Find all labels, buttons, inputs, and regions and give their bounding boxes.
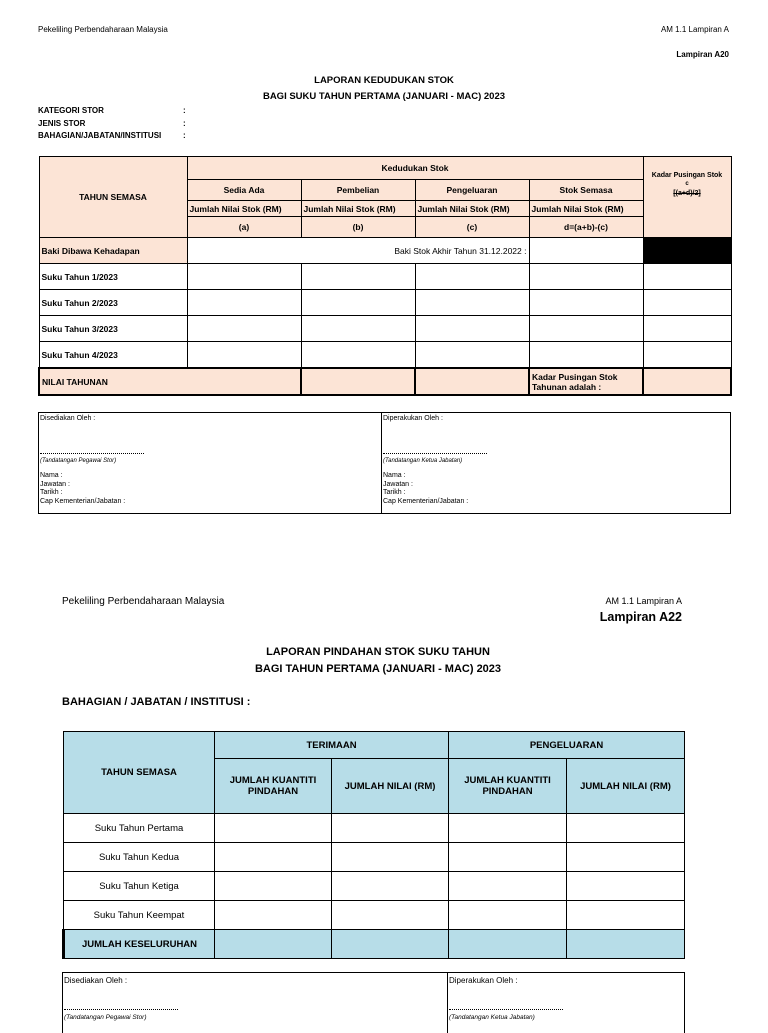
a22-title-2: BAGI TAHUN PERTAMA (JANUARI - MAC) 2023 (254, 663, 502, 675)
cell-q3-b[interactable] (301, 316, 415, 342)
a22-cell-4-2[interactable] (332, 901, 449, 930)
row-label-q3: Suku Tahun 3/2023 (39, 316, 187, 342)
nilai-tahunan-label: NILAI TAHUNAN (39, 368, 301, 395)
cell-q1-d[interactable] (529, 264, 643, 290)
meta-sep: : (183, 106, 186, 115)
col-sedia-ada: Sedia Ada (187, 180, 301, 201)
a20-sign-right (382, 413, 730, 513)
pengeluaran-header: PENGELUARAN (449, 732, 685, 759)
a20-header-left: Pekeliling Perbendaharaan Malaysia (38, 25, 168, 34)
code-a: (a) (187, 216, 301, 237)
a22-cell-2-2[interactable] (332, 843, 449, 872)
a22-caption-pegawai: (Tandatangan Pegawai Stor) (64, 1014, 147, 1021)
cell-q2-b[interactable] (301, 290, 415, 316)
row-label-q1: Suku Tahun 1/2023 (39, 264, 187, 290)
cell-q1-a[interactable] (187, 264, 301, 290)
field-tarikh: Tarikh : (383, 489, 406, 496)
field-nama: Nama : (40, 472, 63, 479)
code-d: d=(a+b)-(c) (529, 216, 643, 237)
stock-transfer-table (62, 731, 685, 959)
col-pembelian: Pembelian (301, 180, 415, 201)
sub-header-b: Jumlah Nilai Stok (RM) (301, 201, 415, 217)
kadar-header-label: Kadar Pusingan Stok (651, 171, 723, 179)
a20-title-1: LAPORAN KEDUDUKAN STOK (314, 75, 454, 86)
a22-row-label-3: Suku Tahun Ketiga (64, 872, 215, 901)
meta-sep: : (183, 131, 186, 140)
a22-header-right: AM 1.1 Lampiran A (605, 596, 682, 606)
a22-cell-4-1[interactable] (215, 901, 332, 930)
a20-sign-left (39, 413, 382, 513)
a20-signature-box (38, 412, 731, 514)
kadar-tahunan-value[interactable] (643, 368, 731, 395)
meta-row (38, 105, 186, 118)
a22-caption-ketua: (Tandatangan Ketua Jabatan) (449, 1014, 535, 1021)
row-label-q4: Suku Tahun 4/2023 (39, 342, 187, 369)
a22-disediakan-oleh: Disediakan Oleh : (64, 976, 128, 985)
field-jawatan: Jawatan : (383, 480, 413, 488)
cell-q2-a[interactable] (187, 290, 301, 316)
kadar-formula-label: [(a+d)/2] (673, 189, 701, 197)
signature-line (449, 1009, 563, 1010)
a22-cell-3-3[interactable] (449, 872, 567, 901)
stock-position-table (38, 156, 732, 396)
a20-caption-ketua: (Tandatangan Ketua Jabatan) (383, 458, 463, 464)
a20-diperakukan-oleh: Diperakukan Oleh : (383, 415, 443, 422)
terimaan-nilai-header: JUMLAH NILAI (RM) (332, 759, 449, 814)
a22-total-1[interactable] (215, 930, 332, 959)
a22-cell-1-1[interactable] (215, 814, 332, 843)
baki-row-label: Baki Dibawa Kehadapan (39, 238, 187, 264)
a20-title-2: BAGI SUKU TAHUN PERTAMA (JANUARI - MAC) 2023 (262, 91, 506, 102)
a20-caption-pegawai: (Tandatangan Pegawai Stor) (40, 458, 117, 464)
code-b: (b) (301, 216, 415, 237)
a22-total-3[interactable] (449, 930, 567, 959)
meta-row (38, 118, 186, 131)
cell-q3-a[interactable] (187, 316, 301, 342)
nilai-tahunan-b[interactable] (301, 368, 415, 395)
pengeluaran-nilai-header: JUMLAH NILAI (RM) (567, 759, 685, 814)
a22-cell-2-4[interactable] (567, 843, 685, 872)
meta-sep: : (183, 118, 186, 128)
a22-diperakukan-oleh: Diperakukan Oleh : (449, 976, 518, 985)
cell-q1-c[interactable] (415, 264, 529, 290)
tahun-semasa-header: TAHUN SEMASA (39, 157, 187, 238)
signature-line (383, 453, 487, 454)
cell-q2-c[interactable] (415, 290, 529, 316)
meta-row (38, 130, 186, 143)
a22-title-1: LAPORAN PINDAHAN STOK SUKU TAHUN (266, 646, 490, 658)
kadar-c-label: c (685, 180, 689, 187)
cell-q3-c[interactable] (415, 316, 529, 342)
a22-sign-left (63, 973, 448, 1033)
terimaan-kuantiti-header: JUMLAH KUANTITI PINDAHAN (215, 759, 332, 814)
a22-total-2[interactable] (332, 930, 449, 959)
field-cap: Cap Kementerian/Jabatan : (383, 497, 469, 505)
cell-q4-a[interactable] (187, 342, 301, 369)
a22-cell-4-3[interactable] (449, 901, 567, 930)
kadar-tahunan-label: Kadar Pusingan Stok Tahunan adalah : (529, 368, 643, 395)
cell-q3-kadar[interactable] (643, 316, 731, 342)
a22-sign-right (448, 973, 684, 1033)
cell-q4-c[interactable] (415, 342, 529, 369)
kedudukan-stok-header: Kedudukan Stok (187, 157, 643, 180)
a22-row-label-1: Suku Tahun Pertama (64, 814, 215, 843)
a22-cell-2-1[interactable] (215, 843, 332, 872)
cell-q2-kadar[interactable] (643, 290, 731, 316)
code-c: (c) (415, 216, 529, 237)
a22-header-left: Pekeliling Perbendaharaan Malaysia (62, 596, 225, 607)
a20-right-fields (383, 472, 468, 506)
sub-header-c: Jumlah Nilai Stok (RM) (415, 201, 529, 217)
terimaan-header: TERIMAAN (215, 732, 449, 759)
a22-cell-4-4[interactable] (567, 901, 685, 930)
nilai-tahunan-c[interactable] (415, 368, 529, 395)
col-stok-semasa: Stok Semasa (529, 180, 643, 201)
field-tarikh: Tarikh : (40, 489, 63, 496)
a22-lampiran: Lampiran A22 (599, 610, 682, 624)
a22-cell-3-4[interactable] (567, 872, 685, 901)
sub-header-d: Jumlah Nilai Stok (RM) (529, 201, 643, 217)
meta-label-bahagian: BAHAGIAN/JABATAN/INSTITUSI (38, 131, 162, 140)
row-label-q2: Suku Tahun 2/2023 (39, 290, 187, 316)
cell-q2-d[interactable] (529, 290, 643, 316)
a22-cell-2-3[interactable] (449, 843, 567, 872)
baki-kadar-blackout (643, 238, 731, 264)
cell-q3-d[interactable] (529, 316, 643, 342)
cell-q1-kadar[interactable] (643, 264, 731, 290)
field-nama: Nama : (383, 472, 406, 479)
a22-total-4[interactable] (567, 930, 685, 959)
cell-q1-b[interactable] (301, 264, 415, 290)
a22-cell-3-1[interactable] (215, 872, 332, 901)
cell-q4-d[interactable] (529, 342, 643, 369)
field-jawatan: Jawatan : (40, 480, 70, 488)
cell-q4-b[interactable] (301, 342, 415, 369)
a22-cell-1-2[interactable] (332, 814, 449, 843)
field-cap: Cap Kementerian/Jabatan : (40, 497, 126, 505)
a20-header-right: AM 1.1 Lampiran A (660, 25, 729, 34)
signature-line (40, 453, 144, 454)
a22-cell-1-3[interactable] (449, 814, 567, 843)
a22-cell-1-4[interactable] (567, 814, 685, 843)
a20-left-fields (40, 472, 125, 506)
a22-tahun-semasa-header: TAHUN SEMASA (64, 732, 215, 814)
signature-line (64, 1009, 178, 1010)
col-pengeluaran: Pengeluaran (415, 180, 529, 201)
meta-label-jenis: JENIS STOR (38, 118, 86, 128)
a22-row-label-4: Suku Tahun Keempat (64, 901, 215, 930)
a22-jumlah-keseluruhan-label: JUMLAH KESELURUHAN (64, 930, 215, 959)
a22-row-label-2: Suku Tahun Kedua (64, 843, 215, 872)
a20-lampiran: Lampiran A20 (676, 50, 729, 59)
kadar-pusingan-header (643, 157, 731, 238)
cell-q4-kadar[interactable] (643, 342, 731, 369)
baki-value-cell[interactable] (529, 238, 643, 264)
a20-disediakan-oleh: Disediakan Oleh : (40, 415, 96, 422)
meta-label-kategori: KATEGORI STOR (38, 106, 104, 115)
a22-cell-3-2[interactable] (332, 872, 449, 901)
pengeluaran-kuantiti-header: JUMLAH KUANTITI PINDAHAN (449, 759, 567, 814)
baki-note: Baki Stok Akhir Tahun 31.12.2022 : (187, 238, 529, 264)
a20-meta-block (38, 105, 186, 143)
sub-header-a: Jumlah Nilai Stok (RM) (187, 201, 301, 217)
a22-bahagian-label: BAHAGIAN / JABATAN / INSTITUSI : (62, 696, 251, 708)
